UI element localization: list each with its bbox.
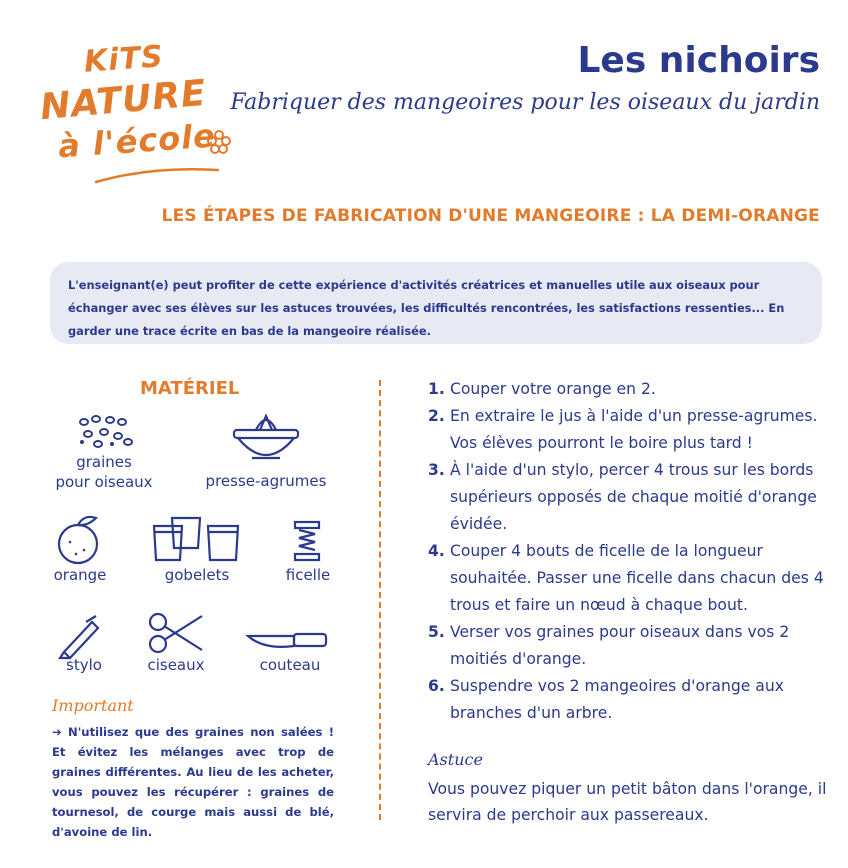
astuce-title: Astuce <box>428 750 483 769</box>
intro-text: L'enseignant(e) peut profiter de cette expérience d'activités créatrices et manuelles utile aux oiseaux pour échanger avec ses élèves sur les astuces trouvées, les difficultés rencontrées, les satisfactions ressenties... En garder une trace écrite en bas de la mangeoire réalisée. <box>68 278 785 338</box>
step-item: 3. À l'aide d'un stylo, percer 4 trous sur les bords supérieurs opposés de chaque moitié d'orange évidée. <box>428 461 817 533</box>
logo-swash <box>92 162 222 186</box>
astuce-text: Vous pouvez piquer un petit bâton dans l'orange, il servira de perchoir aux passereaux. <box>428 780 827 824</box>
important-title: Important <box>52 696 134 715</box>
step-item: 2. En extraire le jus à l'aide d'un presse-agrumes. Vos élèves pourront le boire plus tard ! <box>428 407 818 452</box>
item-label-scissors: ciseaux <box>147 656 205 674</box>
item-label-string: ficelle <box>285 566 331 584</box>
section-title: LES ÉTAPES DE FABRICATION D'UNE MANGEOIRE : LA DEMI-ORANGE <box>161 206 820 226</box>
item-label-orange: orange <box>53 566 107 584</box>
page-title: Les nichoirs <box>577 40 820 81</box>
knife-icon <box>244 628 330 656</box>
column-divider <box>379 380 381 820</box>
string-icon <box>292 518 322 564</box>
steps-list <box>428 376 828 727</box>
item-label-seeds: graines pour oiseaux <box>55 453 153 491</box>
logo-line-1: KiTS <box>82 39 165 80</box>
logo-line-3: à l'école <box>56 116 217 166</box>
orange-icon <box>54 512 104 566</box>
step-item: 1. Couper votre orange en 2. <box>428 380 656 398</box>
juicer-icon <box>230 408 302 468</box>
item-label-juicer: presse-agrumes <box>205 472 327 490</box>
materiel-title: MATÉRIEL <box>140 378 240 399</box>
scissors-icon <box>146 610 206 656</box>
step-item: 5. Verser vos graines pour oiseaux dans vos 2 moitiés d'orange. <box>428 623 790 668</box>
step-item: 4. Couper 4 bouts de ficelle de la longueur souhaitée. Passer une ficelle dans chacun des 4 trous et faire un nœud à chaque bout. <box>428 542 824 614</box>
important-text: ➔ N'utilisez que des graines non salées ! Et évitez les mélanges avec trop de graines différentes. Au lieu de les acheter, vous pouvez les récupérer : graines de tournesol, de courge mais aussi de blé, d'avoine de lin. <box>52 725 334 839</box>
pen-icon <box>56 612 104 660</box>
flower-icon <box>205 128 233 156</box>
page-subtitle: Fabriquer des mangeoires pour les oiseaux du jardin <box>230 90 820 115</box>
step-item: 6. Suspendre vos 2 mangeoires d'orange aux branches d'un arbre. <box>428 677 784 722</box>
logo-line-2: NATURE <box>38 72 209 129</box>
seeds-icon <box>76 414 136 450</box>
item-label-cups: gobelets <box>164 566 230 584</box>
item-label-pen: stylo <box>66 656 102 674</box>
item-label-knife: couteau <box>259 656 321 674</box>
intro-panel <box>50 262 822 344</box>
cups-icon <box>152 514 242 566</box>
